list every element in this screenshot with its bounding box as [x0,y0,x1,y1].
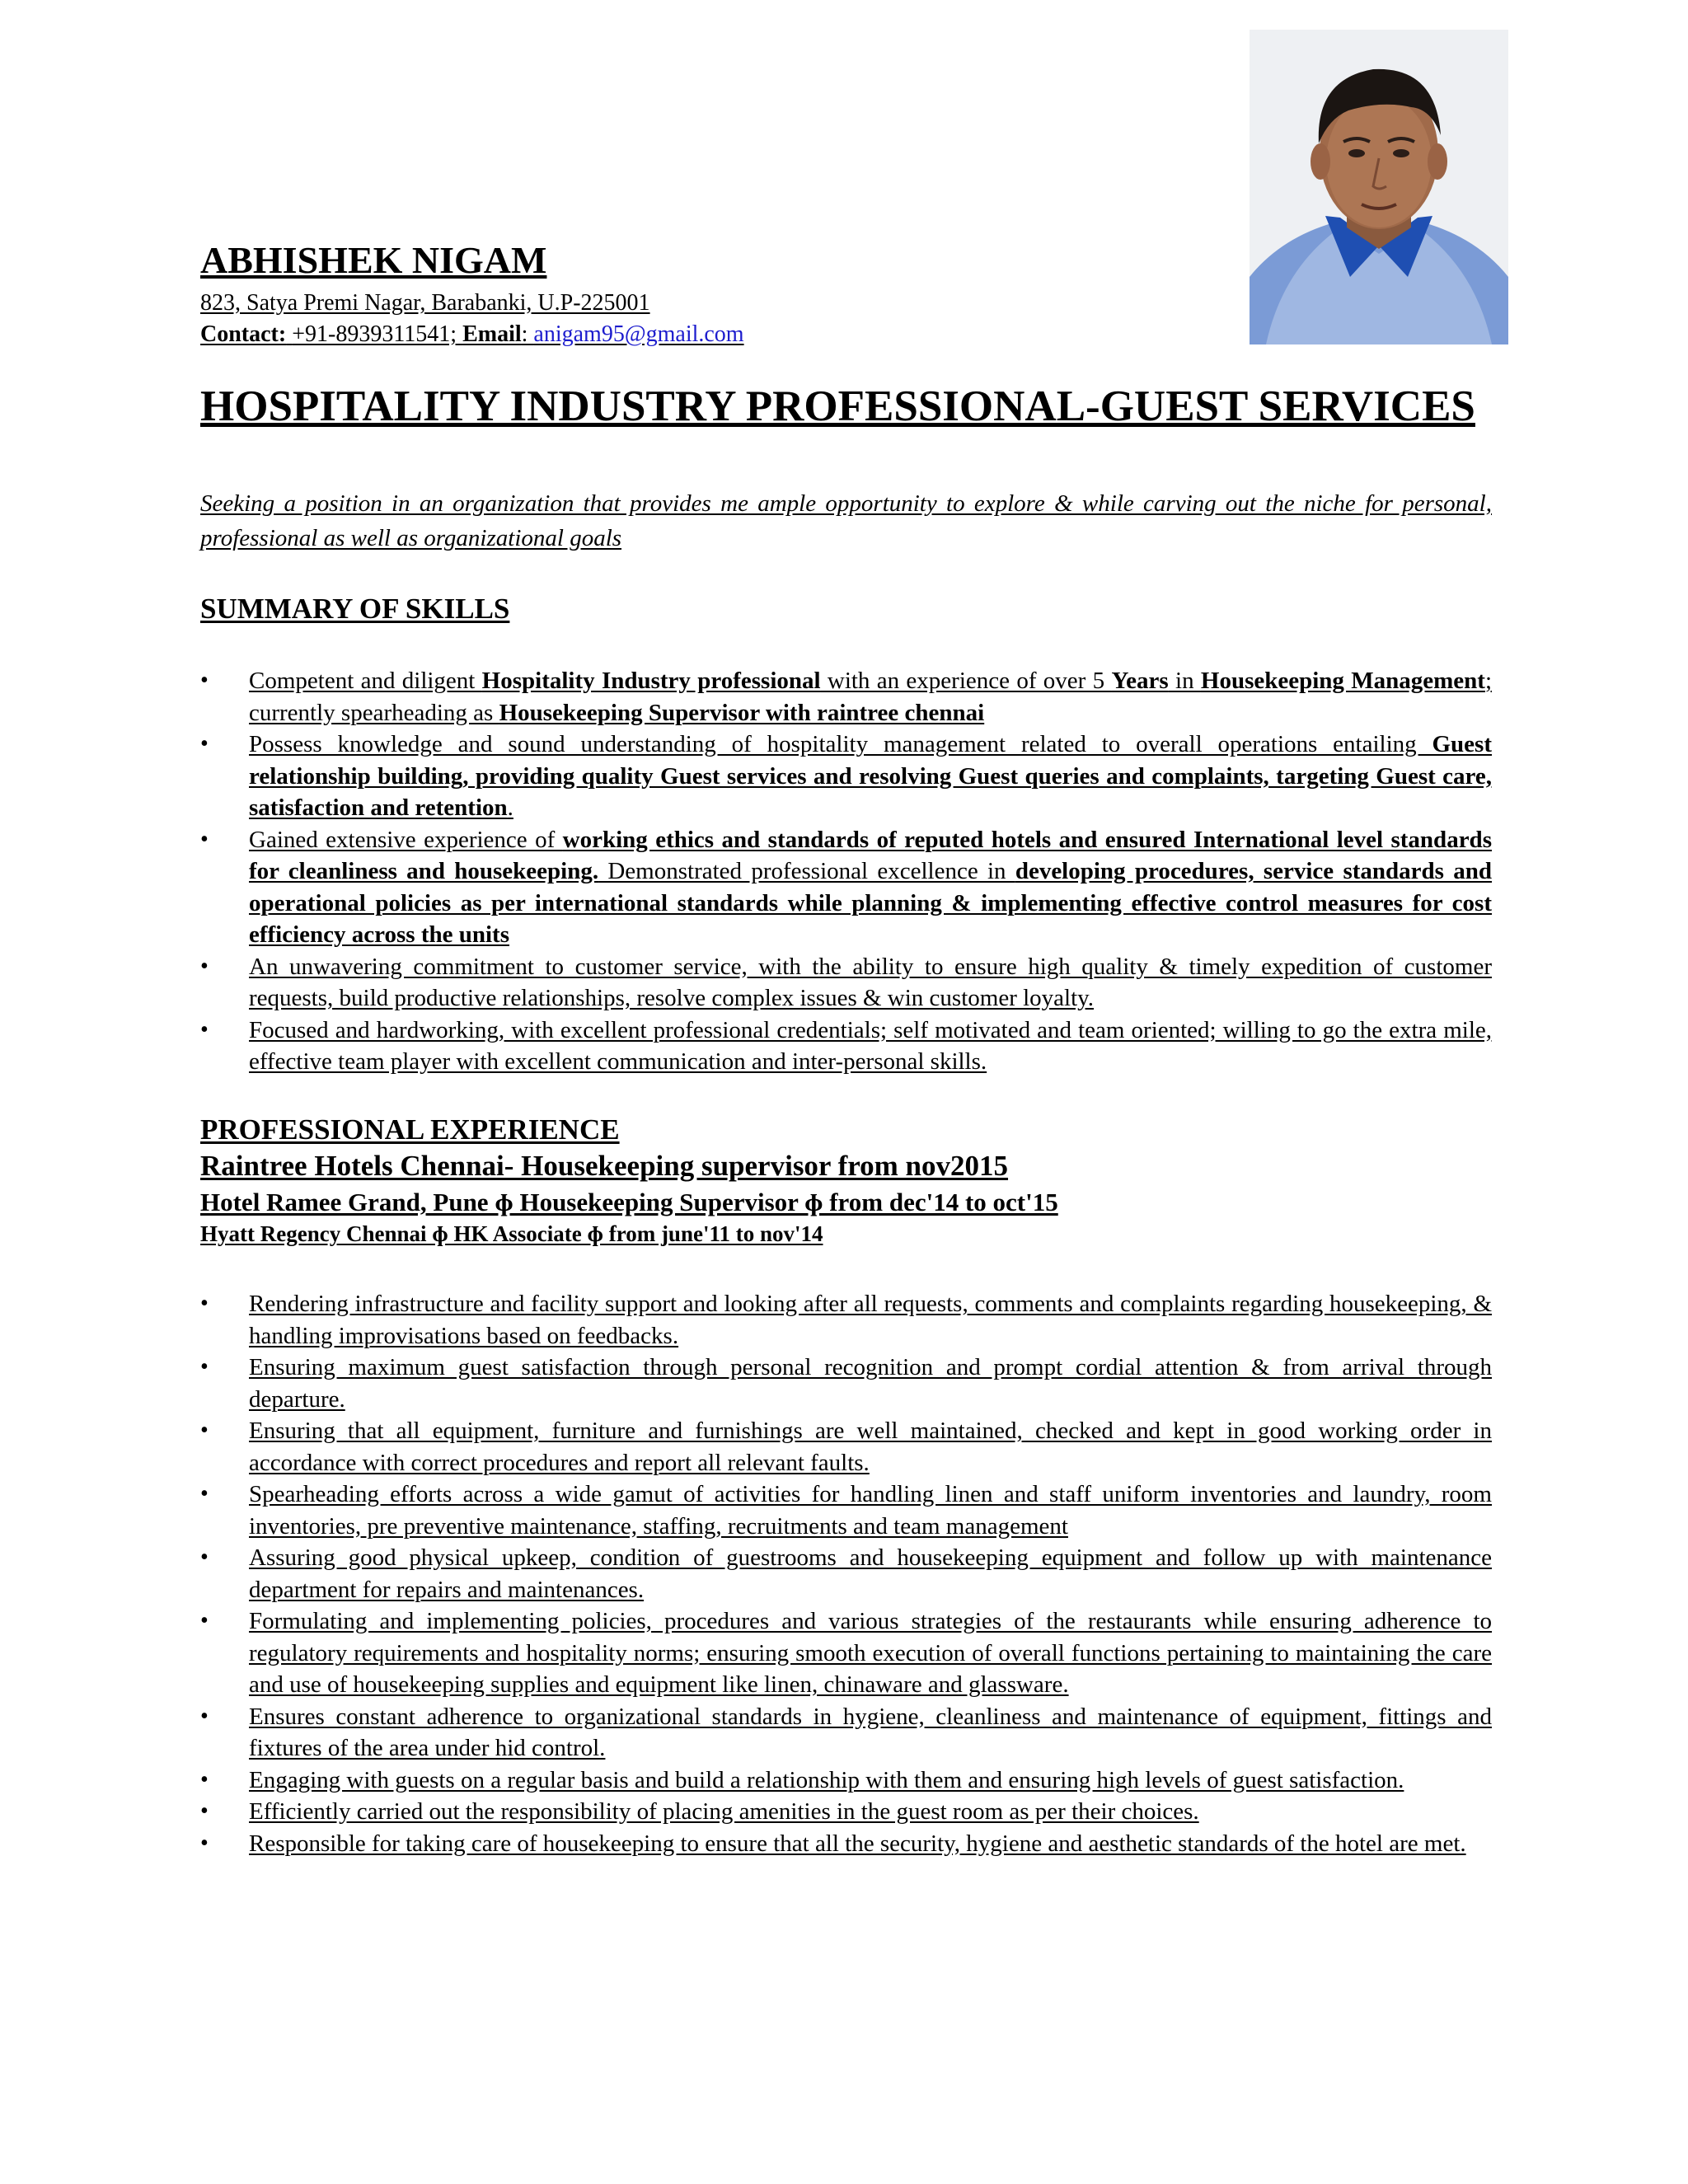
responsibility-text: Ensures constant adherence to organizational standards in hygiene, cleanliness and maintenance of equipment, fittings and fixtures of the area under hid control. [249,1703,1492,1761]
list-item [200,1415,1492,1479]
experience-heading: PROFESSIONAL EXPERIENCE [200,1113,620,1146]
skill-highlight: working ethics and standards of reputed hotels and ensured International level standards for cleanliness and housekeeping. [249,826,1492,884]
skill-text: in [1168,668,1201,694]
list-item [200,1605,1492,1701]
list-item [200,1542,1492,1605]
skill-text: Gained extensive experience of [249,826,563,853]
contact-line: Contact: +91-8939311541; Email: anigam95@gmail.com [200,321,744,347]
list-item [200,729,1492,824]
job-earlier: Hyatt Regency Chennai ɸ HK Associate ɸ from june'11 to nov'14 [200,1221,823,1246]
skill-text: . [507,794,513,821]
job-current: Raintree Hotels Chennai- Housekeeping supervisor from nov2015 [200,1150,1009,1182]
skill-highlight: Guest relationship building, providing quality Guest services and resolving Guest queries and complaints, targeting Guest care, satisfaction and retention [249,731,1492,821]
list-item [200,1288,1492,1352]
professional-headline: HOSPITALITY INDUSTRY PROFESSIONAL-GUEST SERVICES [200,382,1475,430]
responsibility-text: Spearheading efforts across a wide gamut of activities for handling linen and staff uniform inventories and laundry, room inventories, pre preventive maintenance, staffing, recruitments and team management [249,1481,1492,1540]
list-item [200,1352,1492,1415]
phone-number: +91-8939311541; [292,321,457,347]
skill-text: An unwavering commitment to customer service, with the ability to ensure high quality & timely expedition of customer requests, build productive relationships, resolve complex issues & win customer loyalty. [249,953,1492,1011]
list-item [200,1828,1492,1860]
profile-photo [1250,30,1508,344]
skill-text: ; currently spearheading as [249,668,1492,726]
candidate-name: ABHISHEK NIGAM [200,239,547,281]
responsibility-text: Engaging with guests on a regular basis and build a relationship with them and ensuring high levels of guest satisfaction. [249,1766,1404,1793]
skills-heading: SUMMARY OF SKILLS [200,593,510,625]
skill-highlight: Years [1111,668,1169,694]
email-link[interactable]: anigam95@gmail.com [533,321,744,347]
responsibility-text: Assuring good physical upkeep, condition of guestrooms and housekeeping equipment and follow up with maintenance department for repairs and maintenances. [249,1544,1492,1603]
career-objective: Seeking a position in an organization that provides me ample opportunity to explore & while carving out the niche for personal, professional as well as organizational goals [200,490,1492,551]
responsibility-text: Efficiently carried out the responsibility of placing amenities in the guest room as per their choices. [249,1798,1199,1825]
skill-text: Demonstrated professional excellence in [598,858,1015,884]
contact-label: Contact: [200,321,287,347]
list-item [200,1479,1492,1542]
list-item [200,1765,1492,1797]
skills-list [200,665,1492,1078]
list-item [200,665,1492,729]
skill-text: Focused and hardworking, with excellent professional credentials; self motivated and team oriented; willing to go the extra mile, effective team player with excellent communication and inter-personal skills. [249,1016,1492,1075]
responsibility-text: Ensuring that all equipment, furniture and furnishings are well maintained, checked and kept in good working order in accordance with correct procedures and report all relevant faults. [249,1418,1492,1476]
responsibility-text: Ensuring maximum guest satisfaction through personal recognition and prompt cordial attention & from arrival through departure. [249,1354,1492,1413]
list-item [200,1796,1492,1828]
skill-highlight: Housekeeping Supervisor with raintree chennai [499,699,985,726]
address: 823, Satya Premi Nagar, Barabanki, U.P-225001 [200,290,650,316]
skill-text: Competent and diligent [249,668,482,694]
skill-highlight: Hospitality Industry professional [481,668,821,694]
responsibility-text: Rendering infrastructure and facility support and looking after all requests, comments and complaints regarding housekeeping, & handling improvisations based on feedbacks. [249,1291,1492,1349]
job-previous: Hotel Ramee Grand, Pune ɸ Housekeeping Supervisor ɸ from dec'14 to oct'15 [200,1188,1058,1216]
list-item [200,951,1492,1015]
skill-text: with an experience of over 5 [820,668,1112,694]
responsibilities-list [200,1288,1492,1859]
responsibility-text: Formulating and implementing policies, procedures and various strategies of the restaurants while ensuring adherence to regulatory requirements and hospitality norms; ensuring smooth execution of overall functions pertaining to maintaining the care and use of housekeeping supplies and equipment like linen, chinaware and glassware. [249,1608,1492,1698]
skill-highlight: Housekeeping Management [1200,668,1485,694]
list-item [200,1701,1492,1765]
skill-highlight: developing procedures, service standards and operational policies as per international standards while planning & implementing effective control measures for cost efficiency across the units [249,858,1492,948]
skill-text: Possess knowledge and sound understanding of hospitality management related to overall operations entailing [249,731,1432,757]
list-item [200,824,1492,951]
responsibility-text: Responsible for taking care of housekeeping to ensure that all the security, hygiene and aesthetic standards of the hotel are met. [249,1830,1466,1857]
list-item [200,1015,1492,1078]
email-label: Email [462,321,522,347]
